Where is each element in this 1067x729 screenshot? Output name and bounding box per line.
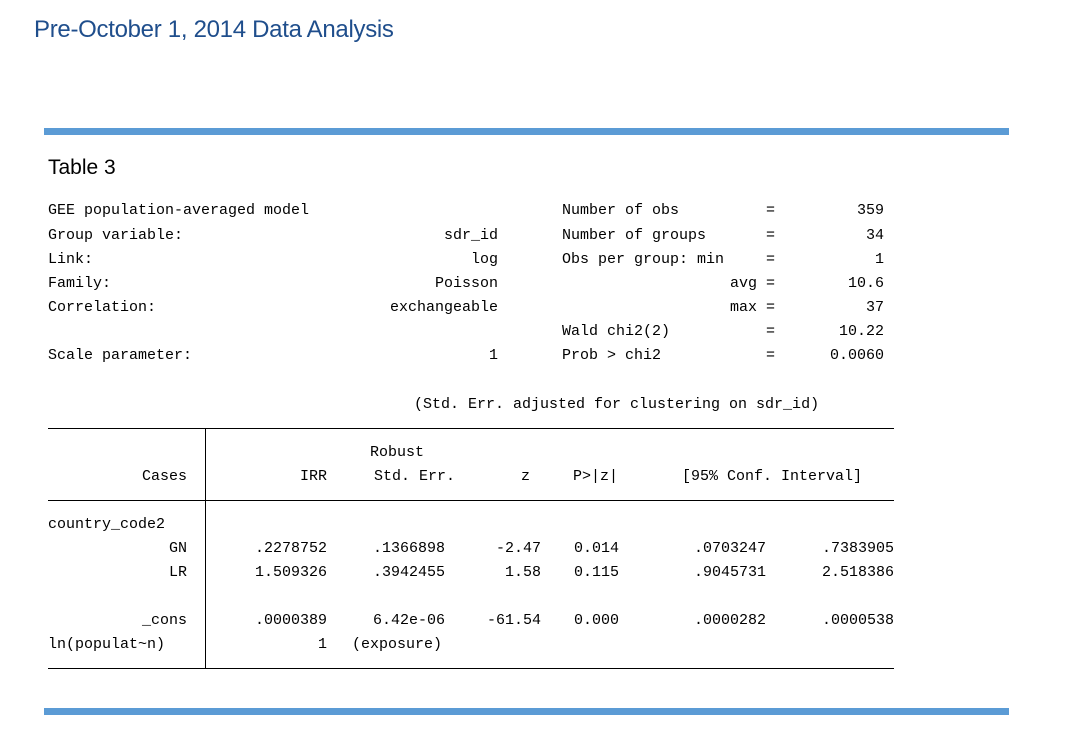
header-link-label: Link:: [48, 251, 94, 268]
top-divider: [44, 128, 1009, 135]
row-lr-ci-low: .9045731: [693, 564, 766, 581]
row-gn-z: -2.47: [495, 540, 541, 557]
row-cons-p: 0.000: [574, 612, 620, 629]
col-ci-header: [95% Conf. Interval]: [682, 468, 863, 485]
header-nobs-label: Number of obs: [562, 202, 680, 219]
header-avg-eq: =: [766, 275, 776, 292]
header-ngroups-label: Number of groups: [562, 227, 707, 244]
table-header-rule: [48, 500, 894, 501]
header-ngroups-value: 34: [865, 227, 884, 244]
header-model-label: GEE population-averaged model: [48, 202, 310, 219]
header-scale-label: Scale parameter:: [48, 347, 193, 364]
header-correlation-label: Correlation:: [48, 299, 157, 316]
row-lr-ci-high: 2.518386: [821, 564, 894, 581]
table-caption: Table 3: [48, 156, 116, 179]
row-exposure-irr: 1: [317, 636, 327, 653]
row-gn-p: 0.014: [574, 540, 620, 557]
row-exposure-se: (exposure): [352, 636, 443, 653]
header-prob-value: 0.0060: [829, 347, 884, 364]
row-lr-p: 0.115: [574, 564, 620, 581]
header-correlation-value: exchangeable: [389, 299, 498, 316]
header-min-value: 1: [874, 251, 884, 268]
table-top-rule: [48, 428, 894, 429]
header-max-eq: =: [766, 299, 776, 316]
header-wald-value: 10.22: [838, 323, 884, 340]
header-ngroups-eq: =: [766, 227, 776, 244]
row-lr-name: LR: [168, 564, 187, 581]
header-min-label: Obs per group: min: [562, 251, 725, 268]
header-scale-value: 1: [488, 347, 498, 364]
header-max-label: max: [729, 299, 757, 316]
col-z-header: z: [520, 468, 530, 485]
row-cons-z: -61.54: [486, 612, 541, 629]
col-robust-header: Robust: [370, 444, 425, 461]
header-link-value: log: [470, 251, 498, 268]
col-irr-header: IRR: [299, 468, 327, 485]
group-label: country_code2: [48, 516, 166, 533]
header-wald-eq: =: [766, 323, 776, 340]
header-max-value: 37: [865, 299, 884, 316]
row-gn-se: .1366898: [372, 540, 445, 557]
row-cons-name: _cons: [141, 612, 187, 629]
header-prob-eq: =: [766, 347, 776, 364]
header-nobs-value: 359: [856, 202, 884, 219]
header-prob-label: Prob > chi2: [562, 347, 662, 364]
row-gn-irr: .2278752: [254, 540, 327, 557]
row-cons-ci-high: .0000538: [821, 612, 894, 629]
col-se-header: Std. Err.: [373, 468, 455, 485]
header-family-label: Family:: [48, 275, 112, 292]
table-column-divider: [205, 428, 206, 669]
header-wald-label: Wald chi2(2): [562, 323, 671, 340]
page-title: Pre-October 1, 2014 Data Analysis: [34, 16, 394, 43]
header-nobs-eq: =: [766, 202, 776, 219]
col-cases-header: Cases: [141, 468, 187, 485]
row-gn-ci-low: .0703247: [693, 540, 766, 557]
header-family-value: Poisson: [434, 275, 498, 292]
table-bottom-rule: [48, 668, 894, 669]
se-adjustment-note: (Std. Err. adjusted for clustering on sdr_id): [414, 396, 820, 413]
header-min-eq: =: [766, 251, 776, 268]
row-cons-ci-low: .0000282: [693, 612, 766, 629]
row-cons-irr: .0000389: [254, 612, 327, 629]
col-p-header: P>|z|: [573, 468, 619, 485]
row-gn-name: GN: [168, 540, 187, 557]
bottom-divider: [44, 708, 1009, 715]
row-lr-z: 1.58: [504, 564, 541, 581]
header-group-label: Group variable:: [48, 227, 184, 244]
row-cons-se: 6.42e-06: [372, 612, 445, 629]
header-avg-label: avg: [729, 275, 757, 292]
row-lr-se: .3942455: [372, 564, 445, 581]
row-lr-irr: 1.509326: [254, 564, 327, 581]
row-gn-ci-high: .7383905: [821, 540, 894, 557]
header-group-value: sdr_id: [443, 227, 498, 244]
row-exposure-name: ln(populat~n): [48, 636, 166, 653]
header-avg-value: 10.6: [847, 275, 884, 292]
